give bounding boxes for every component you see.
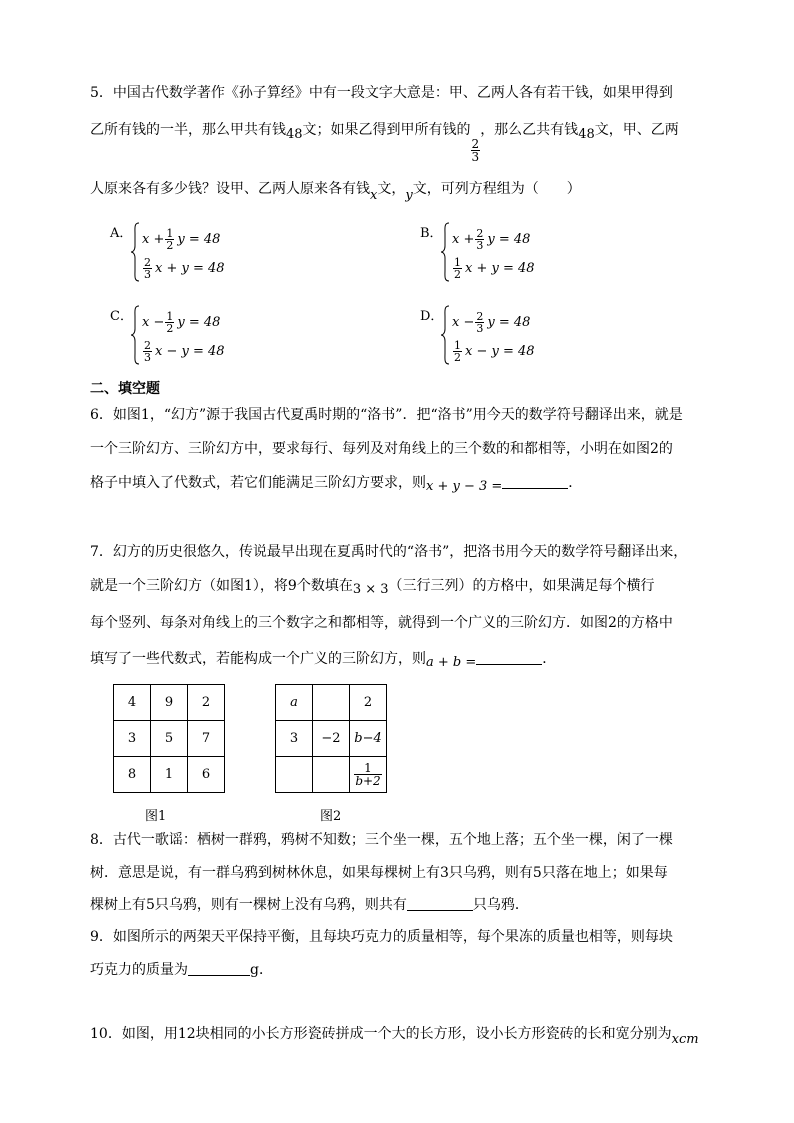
q5-line-1: 5．中国古代数学著作《孙子算经》中有一段文字大意是：甲、乙两人各有若干钱，如果甲得到 [90, 85, 673, 101]
q9-line-1: 9．如图所示的两架天平保持平衡，且每块巧克力的质量相等，每个果冻的质量也相等，则每块 [90, 929, 673, 945]
cell-fraction: $\frac{1}{b+2}$ [350, 757, 387, 793]
q7-line-1: 7．幻方的历史很悠久，传说最早出现在夏禹时代的“洛书”，把洛书用今天的数学符号翻译出来， [90, 544, 688, 560]
option-label: A． [110, 226, 133, 241]
q8-line-2: 树．意思是说，有一群乌鸦到树林休息，如果每棵树上有3只乌鸦，则有5只落在地上；如果每 [90, 865, 668, 881]
cell: 2 [188, 685, 225, 721]
variable-y: y [405, 188, 413, 203]
q6-line-1: 6．如图1，“幻方”源于我国古代夏禹时期的“洛书”．把“洛书”用今天的数学符号翻译出来，就是 [90, 407, 683, 423]
answer-blank[interactable] [188, 961, 250, 976]
left-brace-icon [440, 305, 450, 365]
number-48: 48 [578, 127, 595, 142]
expression: a + b = [426, 655, 477, 670]
q5-line-3: 人原来各有多少钱？设甲、乙两人原来各有钱x文，y文，可列方程组为（ ） [90, 181, 581, 203]
option-label: C． [110, 309, 133, 324]
answer-blank[interactable] [476, 650, 542, 665]
grid-dimension: 3 × 3 [352, 582, 389, 597]
cell-b-minus-4: b−4 [350, 721, 387, 757]
fraction-two-thirds: $\frac{2}{3}$ [471, 137, 480, 164]
equation-2: $\frac{1}{2}$ x − y = 48 [454, 339, 535, 364]
equation-1: x − $\frac{2}{3}$ y = 48 [452, 310, 531, 335]
cell: 9 [151, 685, 188, 721]
cell-empty [313, 685, 350, 721]
magic-square-figure-1 [113, 684, 225, 793]
cell: 3 [114, 721, 151, 757]
q8-line-3: 棵树上有5只乌鸦，则有一棵树上没有乌鸦，则共有 只乌鸦． [90, 897, 529, 913]
cell-empty [313, 757, 350, 793]
q10-line-1: 10．如图，用12块相同的小长方形瓷砖拼成一个大的长方形，设小长方形瓷砖的长和宽分别为xcm [90, 1026, 699, 1047]
figure-1-caption: 图1 [145, 809, 167, 824]
cell-3: 3 [276, 721, 313, 757]
q6-line-3: 格子中填入了代数式，若它们能满足三阶幻方要求，则x + y − 3 = ． [90, 475, 583, 494]
equation-2: $\frac{1}{2}$ x + y = 48 [454, 256, 535, 281]
q9-line-2: 巧克力的质量为 g． [90, 962, 273, 978]
q8-line-1: 8．古代一歌谣：栖树一群鸦，鸦树不知数；三个坐一棵，五个地上落；五个坐一棵，闲了一棵 [90, 832, 673, 848]
equation-2: $\frac{2}{3}$ x − y = 48 [144, 339, 225, 364]
cell: 6 [188, 757, 225, 793]
cell-minus-2: −2 [313, 721, 350, 757]
q7-line-3: 每个竖列、每条对角线上的三个数字之和都相等，就得到一个广义的三阶幻方．如图2的方格中 [90, 615, 673, 631]
answer-blank[interactable] [407, 896, 473, 911]
q7-line-2: 就是一个三阶幻方（如图1），将9个数填在3 × 3（三行三列）的方格中，如果满足每个横行 [90, 578, 655, 597]
equation-1: x + $\frac{1}{2}$ y = 48 [142, 227, 221, 252]
equation-2: $\frac{2}{3}$ x + y = 48 [144, 256, 225, 281]
cell: 7 [188, 721, 225, 757]
cell-a: a [276, 685, 313, 721]
answer-blank[interactable] [502, 474, 568, 489]
section-title-fill-blank: 二、填空题 [90, 381, 160, 397]
magic-square-figure-2 [275, 684, 387, 793]
cell-2: 2 [350, 685, 387, 721]
cell: 1 [151, 757, 188, 793]
option-label: B． [420, 226, 443, 241]
cell: 5 [151, 721, 188, 757]
q6-line-2: 一个三阶幻方、三阶幻方中，要求每行、每列及对角线上的三个数的和都相等，小明在如图2的 [90, 441, 673, 457]
left-brace-icon [440, 222, 450, 282]
unit-xcm: xcm [671, 1032, 699, 1047]
q7-line-4: 填写了一些代数式，若能构成一个广义的三阶幻方，则a + b = ． [90, 651, 557, 670]
number-48: 48 [286, 127, 303, 142]
expression: x + y − 3 = [426, 479, 503, 494]
q5-line-2: 乙所有钱的一半，那么甲共有钱48文；如果乙得到甲所有钱的 $\frac{2}{3}$ ，那么乙共有钱48文，甲、乙两 [90, 122, 679, 164]
option-label: D． [420, 309, 444, 324]
cell-empty [276, 757, 313, 793]
cell: 8 [114, 757, 151, 793]
figure-2-caption: 图2 [320, 809, 342, 824]
left-brace-icon [130, 305, 140, 365]
left-brace-icon [130, 222, 140, 282]
variable-x: x [370, 188, 378, 203]
equation-1: x + $\frac{2}{3}$ y = 48 [452, 227, 531, 252]
equation-1: x − $\frac{1}{2}$ y = 48 [142, 310, 221, 335]
cell: 4 [114, 685, 151, 721]
